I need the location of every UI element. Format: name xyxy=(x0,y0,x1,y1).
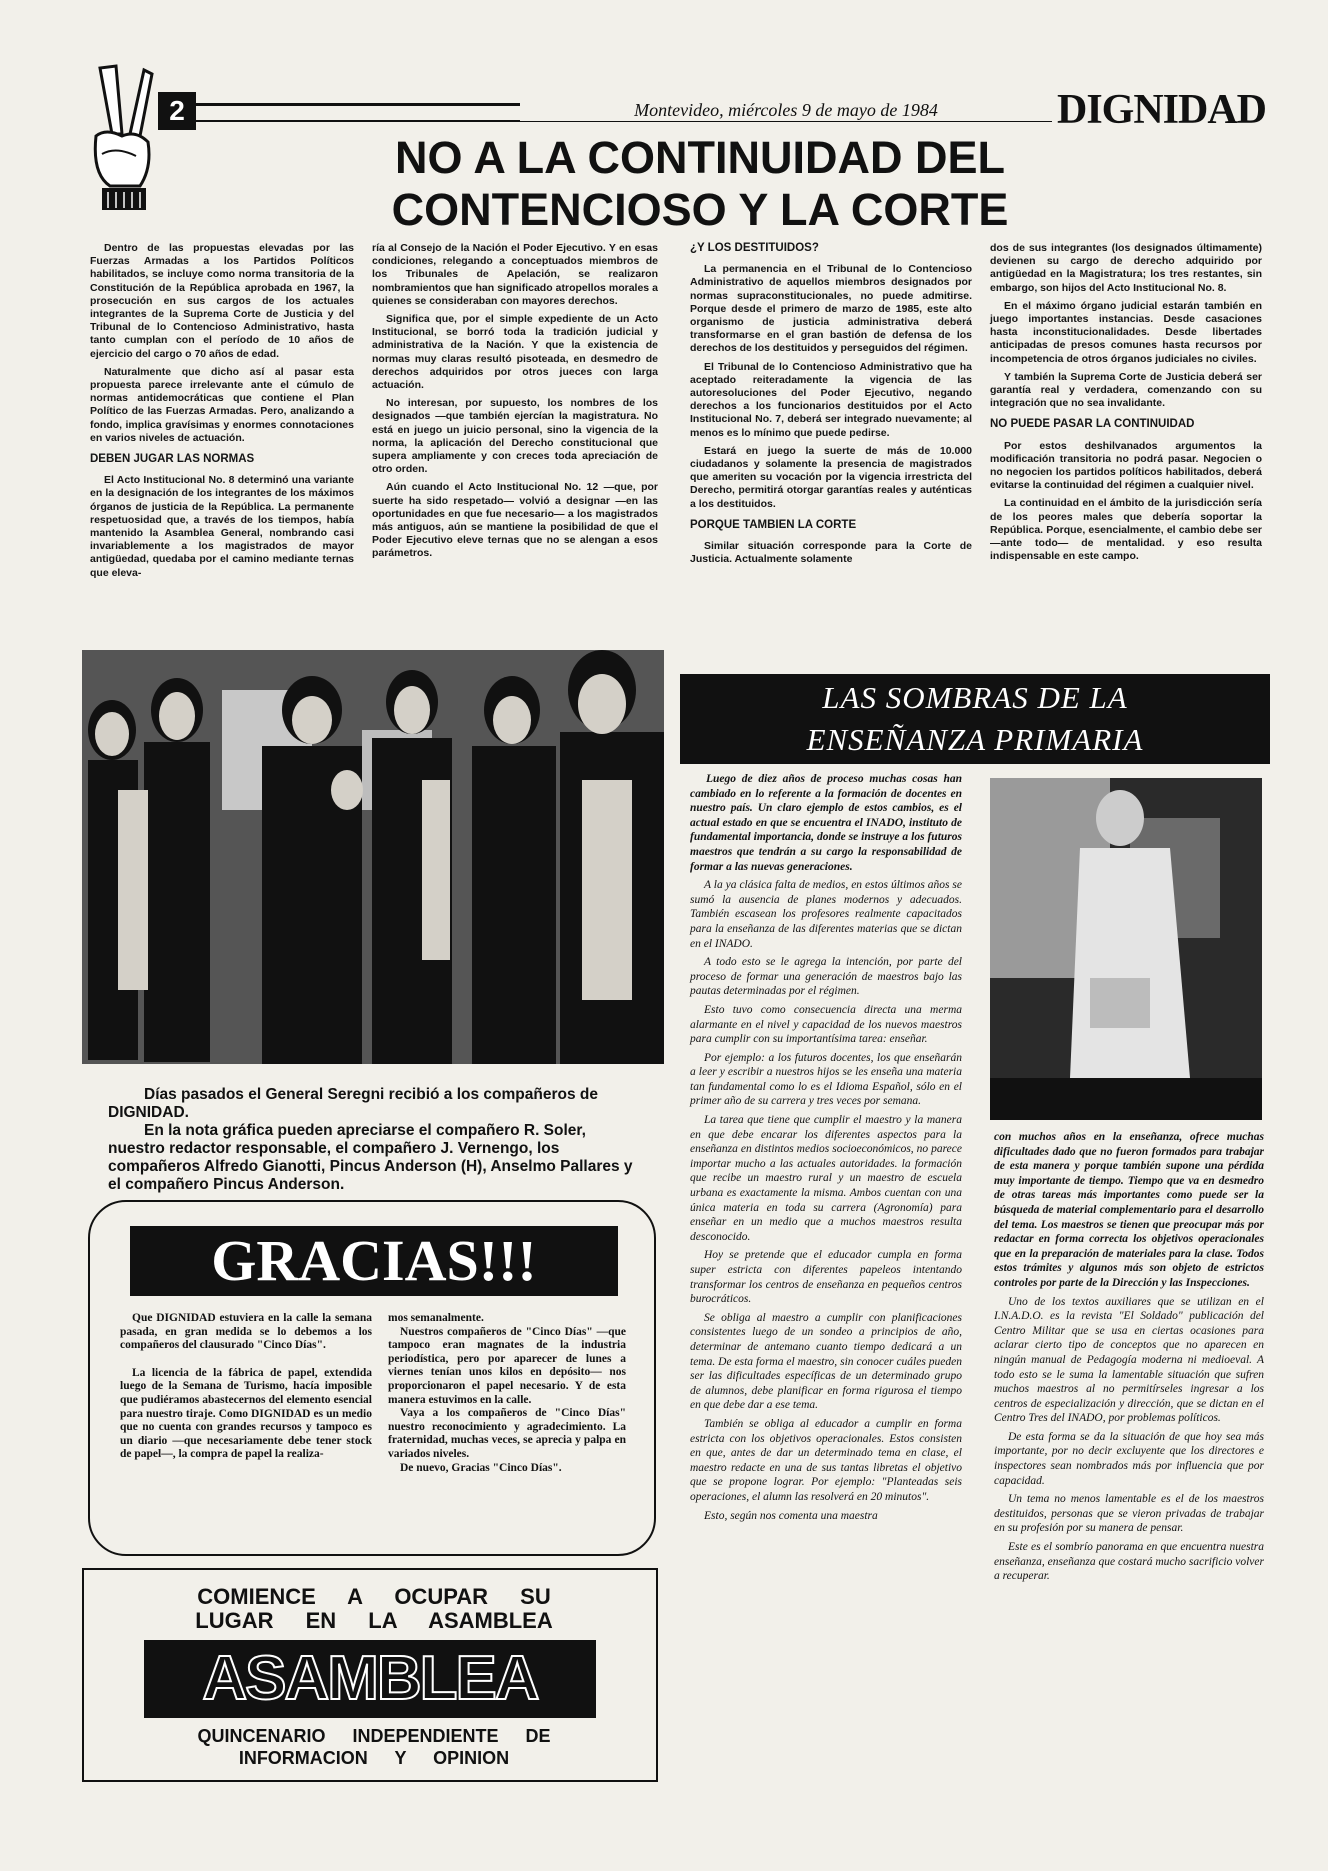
paragraph: Vaya a los compañeros de "Cinco Días" nuestro reconocimiento y agradecimiento. La fraternidad, muchas veces, se aprecia y palpa en variados niveles. xyxy=(388,1407,626,1460)
ad-line-3: QUINCENARIO INDEPENDIENTE DE xyxy=(197,1726,551,1746)
ensenanza-column-2 xyxy=(994,1130,1264,1588)
paragraph: La licencia de la fábrica de papel, extendida luego de la Semana de Turismo, hacía imposible que pudiéramos abastecernos del elemento esencial para nuestro tiraje. Como DIGNIDAD es un medio que no cuenta con grandes recursos y tampoco es un diario —que necesariamente debe tener stock de papel—, la compra de papel la realiza- xyxy=(120,1366,372,1461)
masthead: DIGNIDAD xyxy=(1056,87,1266,133)
article-column-4 xyxy=(990,242,1262,568)
caption-line-1: Días pasados el General Seregni recibió a los compañeros de DIGNIDAD. xyxy=(108,1086,598,1121)
paragraph: Un tema no menos lamentable es el de los maestros destituidos, personas que se vieron privadas de trabajar en su profesión por su manera de pensar. xyxy=(994,1493,1264,1535)
paragraph: Hoy se pretende que el educador cumpla en forma super estricta con diferentes papeleos intentando transformar los centros de enseñanza en pequeños centros burocráticos. xyxy=(690,1249,962,1306)
subheading: DEBEN JUGAR LAS NORMAS xyxy=(90,453,255,466)
paragraph: mos semanalmente. xyxy=(388,1312,484,1324)
paragraph: Similar situación corresponde para la Corte de Justicia. Actualmente solamente xyxy=(690,540,972,566)
paragraph: Aún cuando el Acto Institucional No. 12 —que, por suerte ha sido respetado— volvió a designar —en las oportunidades en que fue necesario— a los magistrados más antiguos, aún se mantiene la posibilidad de que el Poder Ejecutivo eleve ternas que no se alengan a esos parámetros. xyxy=(372,481,658,560)
paragraph: Significa que, por el simple expediente de un Acto Institucional, se borró toda la tradición judicial y administrativa de la Nación. Y que la existencia de normas muy claras resultó pisoteada, en desmedro de derechos adquiridos por otros jueces con larga actuación. xyxy=(372,313,658,392)
paragraph: Por ejemplo: a los futuros docentes, los que enseñarán a leer y escribir a nuestros hijos se les enseña una materia tan fundamental como lo es el Idioma Español, sólo en el primer año de su carrera y tres veces por semana. xyxy=(690,1051,962,1108)
paragraph: No interesan, por supuesto, los nombres de los designados —que también ejercían la magistratura. No está en juego un juicio personal, sino la vigencia de la norma, la aplicación del Derecho constitucional que supera ampliamente y con creces toda apreciación de otro orden. xyxy=(372,397,658,476)
paragraph: El Tribunal de lo Contencioso Administrativo que ha aceptado reiteradamente la vigencia de las autoresoluciones del Poder Ejecutivo, negando derechos a los funcionarios destituidos por el Acto Institucional No. 7, deberá ser integrado nuevamente; al menos es lo mínimo que puede pedirse. xyxy=(690,360,972,439)
paragraph: La continuidad en el ámbito de la jurisdicción sería de los peores males que debería soportar la República. Porque, esencialmente, el cambio debe ser —ante todo— de mentalidad. y eso resulta indispensable en este campo. xyxy=(990,497,1262,563)
paragraph: Uno de los textos auxiliares que se utilizan en el I.N.A.D.O. es la revista "El Soldado" publicación del Centro Militar que se usa en ciertas ocasiones para aclarar cierto tipo de conceptos que no aparecen en ningún manual de Pedagogía moderna ni medioeval. A todo esto se le suma la lamentable situación que sufren muchos maestros al no permitírseles ingresar a los centros de especialización y dirección, que se dictan en el Centro Tres del INADO, por problemas políticos. xyxy=(994,1295,1264,1425)
headline-line-2: CONTENCIOSO Y LA CORTE xyxy=(391,184,1009,235)
asamblea-ad xyxy=(82,1568,658,1782)
teacher-photo xyxy=(990,778,1262,1120)
page-number: 2 xyxy=(158,92,196,130)
gracias-box xyxy=(88,1200,656,1556)
paragraph: Naturalmente que dicho así al pasar esta propuesta parece irrelevante ante el cúmulo de normas antidemocráticas que contiene el Plan Político de las Fuerzas Armadas. Pero, analizando a fondo, implica gravísimas y enormes connotaciones en varios niveles de actuación. xyxy=(90,365,354,444)
subheading: ¿Y LOS DESTITUIDOS? xyxy=(690,242,819,254)
article-column-1 xyxy=(90,242,354,585)
paragraph: La permanencia en el Tribunal de lo Contencioso Administrativo de aquellos miembros designados por normas supraconstitucionales, no puede admitirse. Porque desde el primero de marzo de 1985, este alto organismo de justicia administrativa deberá transformarse en el gran bastión de defensa de los derechos de los destituidos y perseguidos del régimen. xyxy=(690,263,972,355)
ad-line-1: COMIENCE A OCUPAR SU xyxy=(197,1584,551,1609)
paragraph: Esto, según nos comenta una maestra xyxy=(704,1509,878,1522)
ensenanza-title-line-2: ENSEÑANZA PRIMARIA xyxy=(806,722,1144,757)
photo-caption xyxy=(108,1086,644,1194)
paragraph: Estará en juego la suerte de más de 10.000 ciudadanos y solamente la presencia de magistrados que ameriten su vocación por la vigencia irrestricta del Derecho, permitirá otorgar garantías reales y auténticas a los destituidos. xyxy=(690,444,972,510)
ad-line-2: LUGAR EN LA ASAMBLEA xyxy=(195,1608,553,1633)
paragraph: con muchos años en la enseñanza, ofrece muchas dificultades dado que no fueron formados para trabajar de esta manera y porque también supone una pérdida muy importante de tiempo. Tiempo que va en desmedro de otras tareas más importantes como puede ser la búsqueda de material complementario para el desarrollo del tema. Los maestros se tienen que preocupar más por redactar en forma correcta los objetivos operacionales que en la preparación de materiales para la clase. Todos estos trámites y algunos más son objeto de estrictos controles por parte de la Dirección y las Inspecciones. xyxy=(994,1131,1264,1289)
paragraph: Que DIGNIDAD estuviera en la calle la semana pasada, en gran medida se lo debemos a los compañeros del clausurado "Cinco Días". xyxy=(120,1312,372,1352)
paragraph: A la ya clásica falta de medios, en estos últimos años se sumó la ausencia de planes modernos y adecuados. También escasean los profesores realmente capacitados para la enseñanza de las diferentes materias que se dictan en el INADO. xyxy=(690,879,962,950)
headline xyxy=(330,132,1070,236)
paragraph: De nuevo, Gracias "Cinco Días". xyxy=(400,1461,562,1474)
article-column-3 xyxy=(690,242,972,571)
paragraph: La tarea que tiene que cumplir el maestro y la manera en que debe encarar los diferentes aspectos para la enseñanza en distintos medios socioeconómicos, no parece importar mucho a las actuales autoridades. la formación que recibe un maestro rural y un maestro de escuela urbana es exactamente la misma. Ambos cuentan con una única materia en toda su carrera (Agronomía) para enseñar en un medio que a muchos maestros resulta desconocido. xyxy=(690,1114,962,1243)
victory-hand-logo xyxy=(86,64,158,214)
paragraph: Esto tuvo como consecuencia directa una merma alarmante en el nivel y capacidad de los nuevos maestros para cumplir con su importantísima tarea: enseñar. xyxy=(690,1003,962,1046)
dateline: Montevideo, miércoles 9 de mayo de 1984 xyxy=(520,100,1052,121)
caption-line-2: En la nota gráfica pueden apreciarse el compañero R. Soler, nuestro redactor responsable, el compañero J. Vernengo, los compañeros Alfredo Gianotti, Pincus Anderson (H), Anselmo Pallares y el compañero Pincus Anderson. xyxy=(108,1122,633,1193)
article-column-2 xyxy=(372,242,658,566)
headline-line-1: NO A LA CONTINUIDAD DEL xyxy=(395,132,1005,183)
ensenanza-column-1 xyxy=(690,772,962,1527)
paragraph: El Acto Institucional No. 8 determinó una variante en la designación de los integrantes de los máximos órganos de justicia de la República. La permanente respetuosidad que, a través de los tiempos, había mantenido la Asamblea General, nombrando casi invariablemente a los magistrados de mayor antigüedad, quedaba por el camino mediante ternas que eleva- xyxy=(90,474,354,579)
paragraph: Se obliga al maestro a cumplir con planificaciones consistentes luego de un sondeo a principios de año, determinar de antemano cuanto tiempo dedicará a un tema. De esta forma el maestro, sin conocer cuáles pueden ser las dificultades específicas de un determinado grupo de alumnos, debe planificar en forma rigurosa el tiempo en que debe dar a ese tema. xyxy=(690,1311,962,1412)
ad-line-4: INFORMACION Y OPINION xyxy=(238,1748,510,1768)
paragraph: También se obliga al educador a cumplir en forma estricta con los objetivos operacionales. Estos consisten en que, antes de dar un determinado tema en clase, el maestro redacte en una de sus tantas libretas el objetivo que se propone lograr. Por ejemplo: "Planteadas seis operaciones, el alumn las resolverá en 20 minutos". xyxy=(690,1417,962,1503)
paragraph: ría al Consejo de la Nación el Poder Ejecutivo. Y en esas condiciones, relegando a conceptuados miembros de los Tribunales de Apelación, se realizaron nombramientos que han significado atropellos morales a quienes se consideraban con mayores derechos. xyxy=(372,242,658,307)
group-photo xyxy=(82,650,664,1064)
paragraph: Nuestros compañeros de "Cinco Días" —que tampoco eran magnates de la industria periodística, pero por aparecer de lunes a viernes tenían unos kilos en depósito— nos proporcionaron el papel necesario. Y de esta manera estuvimos en la calle. xyxy=(388,1325,626,1406)
paragraph: A todo esto se le agrega la intención, por parte del proceso de formar una generación de maestros bajo las pautas determinadas por el régimen. xyxy=(690,956,962,998)
paragraph: Dentro de las propuestas elevadas por las Fuerzas Armadas a los Partidos Políticos habilitados, se incluye como norma transitoria de la Constitución de la República aprobada en 1967, la prosecución en sus cargos de los actuales integrantes de la Suprema Corte de Justicia y del Tribunal de lo Contencioso Administrativo, hasta tanto cumplan con el período de 10 años de ejercicio del cargo o 70 años de edad. xyxy=(90,242,354,360)
asamblea-logo: ASAMBLEA xyxy=(202,1644,538,1713)
ensenanza-title-line-1: LAS SOMBRAS DE LA xyxy=(822,680,1128,715)
paragraph: Por estos deshilvanados argumentos la modificación transitoria no podrá pasar. Negocien o no negocien los partidos políticos habilitados, deberá evitarse la continuidad del régimen a cualquier nivel. xyxy=(990,439,1262,492)
subheading: PORQUE TAMBIEN LA CORTE xyxy=(690,518,857,531)
ad-logo-band xyxy=(144,1640,596,1718)
gracias-col-1 xyxy=(120,1312,372,1462)
paragraph: Este es el sombrío panorama en que encuentra nuestra enseñanza, enseñanza que costará mucho sacrificio volver a recuperar. xyxy=(994,1541,1264,1583)
gracias-col-2 xyxy=(388,1312,626,1475)
ensenanza-title xyxy=(680,674,1270,764)
lead-paragraph: Luego de diez años de proceso muchas cosas han cambiado en lo referente a la formación de docentes en nuestro país. Un claro ejemplo de estos cambios, es el actual estado en que se encuentra el INADO, instituto de fundamental importancia, donde se instruye a los futuros maestros que tendrán a su cargo la responsabilidad de formar a las nuevas generaciones. xyxy=(690,773,962,873)
paragraph: De esta forma se da la situación de que hoy sea más importante, por no decir excluyente que los directores e inspectores sean nombrados más por influencia que por capacidad. xyxy=(994,1430,1264,1487)
subheading: NO PUEDE PASAR LA CONTINUIDAD xyxy=(990,418,1195,431)
paragraph: dos de sus integrantes (los designados últimamente) devienen su cargo de derecho adquirido por antigüedad en la Magistratura; los tres restantes, sin embargo, son hijos del Acto Institucional No. 8. xyxy=(990,242,1262,294)
gracias-title: GRACIAS!!! xyxy=(130,1226,618,1296)
paragraph: En el máximo órgano judicial estarán también en juego importantes instancias. Desde casaciones hasta inconstitucionalidades. Desde libertades anticipadas de presos comunes hasta recursos por incompetencia de otros órganos judiciales no civiles. xyxy=(990,299,1262,365)
paragraph: Y también la Suprema Corte de Justicia deberá ser garantía real y verdadera, comenzando con su integración que no sea invalidante. xyxy=(990,370,1262,410)
